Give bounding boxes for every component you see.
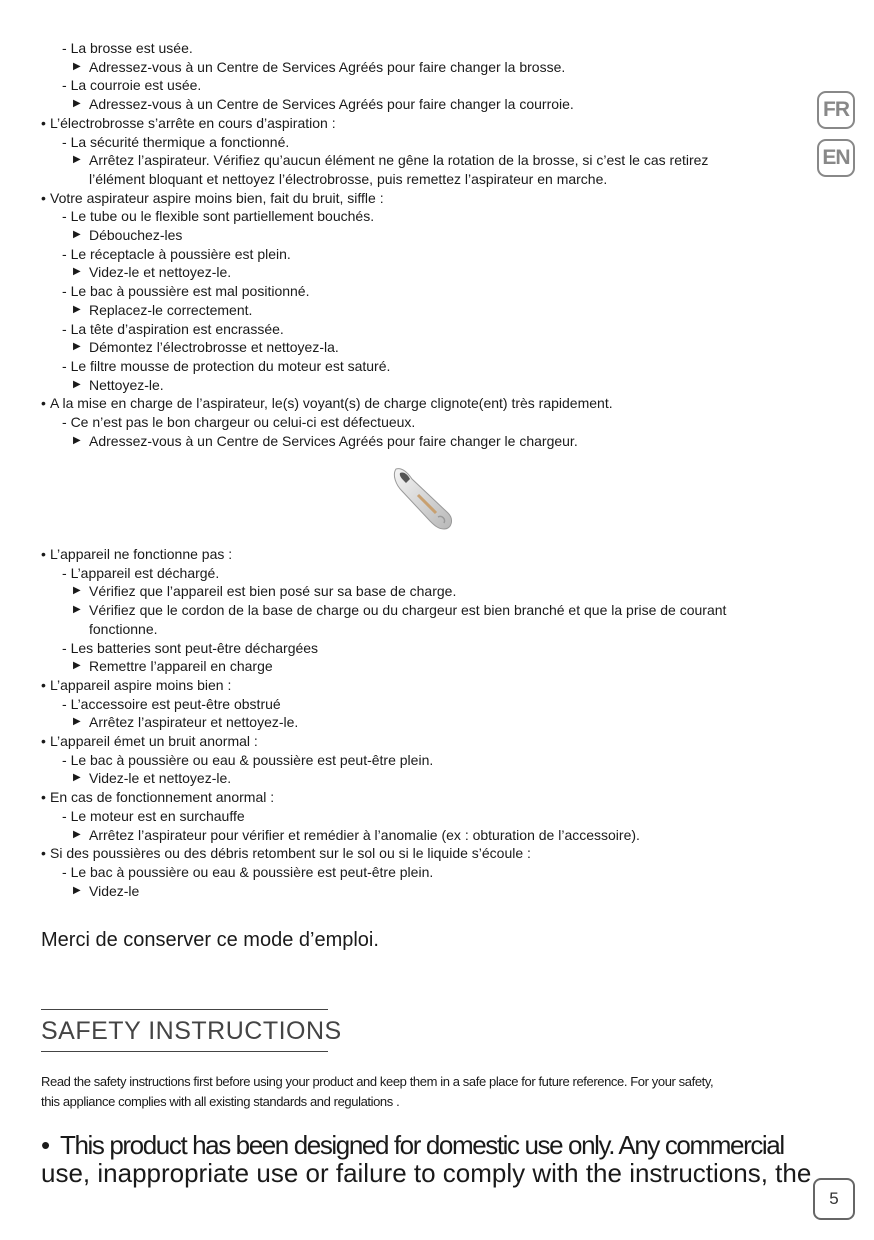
action-item: [73, 601, 726, 619]
action-continuation: [89, 170, 607, 188]
problem-text: En cas de fonctionnement anormal :: [50, 789, 275, 806]
action-text: Démontez l’électrobrosse et nettoyez-la.: [89, 339, 339, 356]
cause-item: [62, 76, 201, 94]
cause-text: Le filtre mousse de protection du moteur est saturé.: [70, 357, 391, 374]
action-item: [73, 432, 578, 450]
cause-text: Le moteur est en surchauffe: [70, 807, 245, 824]
action-text: Adressez-vous à un Centre de Services Agréés pour faire changer la courroie.: [89, 96, 574, 113]
cause-item: [62, 807, 245, 825]
action-text: Arrêtez l’aspirateur. Vérifiez qu’aucun élément ne gêne la rotation de la brosse, si c’est le cas retirez: [89, 152, 709, 169]
action-item: [73, 582, 456, 600]
safety-intro-line-1: Read the safety instructions first before using your product and keep them in a safe place for future reference. For your safety,: [41, 1074, 714, 1089]
problem-text: L’appareil émet un bruit anormal :: [50, 733, 258, 749]
action-item: [73, 338, 339, 356]
action-text: Replacez-le correctement.: [89, 301, 253, 318]
action-text: Arrêtez l’aspirateur et nettoyez-le.: [89, 714, 299, 731]
arrow-right-icon: ▶: [73, 828, 81, 840]
handheld-vacuum-illustration: [388, 465, 460, 533]
safety-intro: [41, 1072, 811, 1112]
cause-text: Ce n’est pas le bon chargeur ou celui-ci est défectueux.: [70, 414, 416, 430]
action-item: [73, 301, 252, 319]
problem-text: L’appareil aspire moins bien :: [50, 676, 232, 693]
arrow-right-icon: ▶: [73, 303, 81, 315]
action-text: Nettoyez-le.: [89, 376, 164, 393]
safety-point-line-1: [41, 1130, 811, 1160]
lang-tab-fr: FR: [817, 91, 855, 129]
cause-item: [62, 245, 291, 263]
cause-item: [62, 357, 390, 375]
problem-item: [41, 394, 613, 412]
action-text: Arrêtez l’aspirateur pour vérifier et remédier à l’anomalie (ex : obturation de l’accessoire).: [89, 826, 640, 843]
arrow-right-icon: ▶: [73, 434, 81, 446]
arrow-right-icon: ▶: [73, 341, 81, 353]
problem-text: A la mise en charge de l’aspirateur, le(s) voyant(s) de charge clignote(ent) très rapidement.: [50, 395, 613, 412]
problem-item: [41, 545, 232, 563]
cause-text: La courroie est usée.: [70, 77, 202, 94]
arrow-right-icon: ▶: [73, 716, 81, 728]
action-text: Débouchez-les: [89, 227, 183, 243]
cause-text: La sécurité thermique a fonctionné.: [70, 133, 290, 150]
cause-item: [62, 282, 310, 300]
problem-item: [41, 114, 336, 132]
problem-item: [41, 732, 258, 750]
cause-item: [62, 639, 318, 657]
arrow-right-icon: ▶: [73, 378, 81, 390]
cause-text: La brosse est usée.: [70, 40, 193, 56]
arrow-right-icon: ▶: [73, 884, 81, 896]
closing-note: Merci de conserver ce mode d’emploi.: [41, 929, 379, 951]
cause-item: [62, 695, 281, 713]
problem-text: L’appareil ne fonctionne pas :: [50, 546, 233, 562]
section-title: SAFETY INSTRUCTIONS: [41, 1017, 342, 1045]
arrow-right-icon: ▶: [73, 660, 81, 672]
cause-item: [62, 133, 289, 151]
cause-item: [62, 751, 433, 769]
arrow-right-icon: ▶: [73, 98, 81, 110]
action-item: [73, 151, 708, 169]
problem-text: Si des poussières ou des débris retombent sur le sol ou si le liquide s’écoule :: [50, 845, 531, 862]
cause-text: Le bac à poussière ou eau & poussière est peut-être plein.: [70, 863, 434, 880]
cause-item: [62, 207, 374, 225]
cause-text: Le bac à poussière ou eau & poussière est peut-être plein.: [70, 751, 434, 768]
action-item: [73, 882, 139, 900]
arrow-right-icon: ▶: [73, 585, 81, 597]
action-text: Videz-le et nettoyez-le.: [89, 770, 232, 787]
cause-text: Le bac à poussière est mal positionné.: [70, 283, 310, 300]
action-item: [73, 263, 231, 281]
page-number: 5: [813, 1178, 855, 1220]
action-item: [73, 376, 164, 394]
arrow-right-icon: ▶: [73, 604, 81, 616]
cause-text: L’appareil est déchargé.: [70, 564, 220, 581]
action-text: Remettre l’appareil en charge: [89, 658, 273, 675]
safety-point-line-2: use, inappropriate use or failure to comply with the instructions, the: [41, 1158, 812, 1188]
safety-intro-line-2: this appliance complies with all existing standards and regulations .: [41, 1094, 400, 1109]
arrow-right-icon: ▶: [73, 154, 81, 166]
cause-text: Le tube ou le flexible sont partiellement bouchés.: [70, 208, 375, 225]
cause-text: Le réceptacle à poussière est plein.: [70, 245, 291, 262]
action-item: [73, 226, 182, 244]
section-rule-top: [41, 1009, 328, 1010]
cause-item: [62, 413, 415, 431]
action-item: [73, 713, 298, 731]
arrow-right-icon: ▶: [73, 229, 81, 240]
action-item: [73, 657, 273, 675]
action-item: [73, 58, 565, 76]
cause-text: L’accessoire est peut-être obstrué: [70, 695, 281, 712]
problem-text: L’électrobrosse s’arrête en cours d’aspiration :: [50, 114, 336, 131]
action-item: [73, 826, 640, 844]
action-text: fonctionne.: [89, 620, 158, 637]
cause-text: Les batteries sont peut-être déchargées: [70, 639, 319, 656]
cause-item: [62, 564, 219, 582]
lang-tab-en: EN: [817, 139, 855, 177]
action-text: l’élément bloquant et nettoyez l’électrobrosse, puis remettez l’aspirateur en marche.: [89, 170, 608, 187]
action-item: [73, 95, 574, 113]
problem-item: [41, 844, 531, 862]
problem-item: [41, 676, 231, 694]
action-text: Vérifiez que le cordon de la base de charge ou du chargeur est bien branché et que la prise de courant: [89, 602, 727, 619]
action-continuation: [89, 620, 158, 638]
problem-text: Votre aspirateur aspire moins bien, fait du bruit, siffle :: [50, 189, 384, 206]
action-text: Adressez-vous à un Centre de Services Agréés pour faire changer la brosse.: [89, 58, 566, 75]
problem-item: [41, 788, 274, 806]
problem-item: [41, 189, 384, 207]
cause-item: [62, 863, 433, 881]
cause-item: [62, 39, 193, 57]
arrow-right-icon: ▶: [73, 772, 81, 784]
action-text: Videz-le et nettoyez-le.: [89, 264, 232, 281]
action-text: Videz-le: [89, 882, 140, 899]
bullet: •: [41, 1130, 51, 1160]
safety-point-text-1: This product has been designed for domestic use only. Any commercial: [60, 1130, 784, 1160]
cause-item: [62, 320, 284, 338]
action-text: Adressez-vous à un Centre de Services Agréés pour faire changer le chargeur.: [89, 432, 578, 449]
section-rule-bottom: [41, 1051, 328, 1052]
arrow-right-icon: ▶: [73, 60, 81, 72]
action-item: [73, 769, 231, 787]
action-text: Vérifiez que l’appareil est bien posé sur sa base de charge.: [89, 583, 457, 600]
arrow-right-icon: ▶: [73, 266, 81, 278]
cause-text: La tête d’aspiration est encrassée.: [70, 320, 284, 337]
